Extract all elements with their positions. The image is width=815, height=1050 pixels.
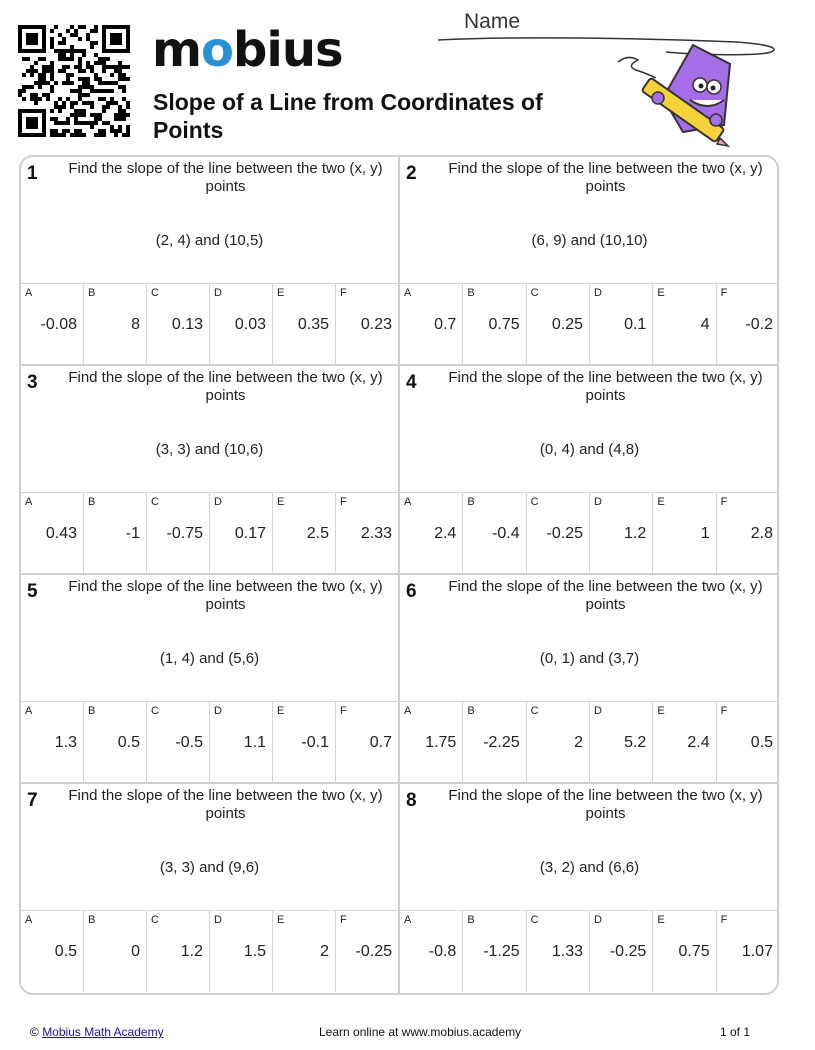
option-value: 1.2 (180, 943, 203, 960)
answer-option[interactable] (653, 493, 716, 574)
option-value: 2.4 (434, 525, 457, 542)
option-value: 2.4 (687, 734, 710, 751)
problem-card (21, 784, 400, 993)
answer-option[interactable] (147, 284, 210, 365)
option-value: -0.25 (609, 943, 647, 960)
problem-number: 7 (27, 790, 38, 811)
worksheet-grid (19, 155, 779, 995)
problem-number: 8 (406, 790, 417, 811)
problem-prompt: Find the slope of the line between the two (x, y) points (448, 160, 763, 195)
answer-option[interactable] (400, 911, 463, 992)
option-letter: E (657, 914, 665, 926)
answer-option[interactable] (527, 284, 590, 365)
option-value: -0.5 (175, 734, 203, 751)
option-value: 0.75 (678, 943, 710, 960)
answer-option[interactable] (273, 493, 336, 574)
option-letter: D (214, 914, 222, 926)
option-letter: F (720, 287, 728, 299)
option-letter: B (467, 287, 475, 299)
option-value: 0.17 (234, 525, 266, 542)
answer-option[interactable] (590, 702, 653, 783)
option-value: 8 (131, 316, 140, 333)
option-value: -0.4 (492, 525, 520, 542)
option-value: 1.2 (624, 525, 647, 542)
copyright-symbol: © (30, 1025, 39, 1039)
option-letter: A (404, 914, 412, 926)
answer-option[interactable] (717, 702, 779, 783)
option-letter: B (467, 914, 475, 926)
answer-option[interactable] (84, 284, 147, 365)
option-value: 0.35 (297, 316, 329, 333)
answer-option[interactable] (336, 493, 398, 574)
option-letter: D (593, 705, 602, 717)
answer-options (21, 492, 398, 574)
answer-option[interactable] (210, 702, 273, 783)
problem-number: 4 (406, 372, 417, 393)
option-letter: A (25, 496, 33, 508)
answer-option[interactable] (463, 493, 526, 574)
problem-card (400, 784, 779, 993)
option-value: -0.25 (355, 943, 392, 960)
answer-option[interactable] (21, 493, 84, 574)
option-value: 1.5 (243, 943, 266, 960)
problem-card (21, 575, 400, 784)
option-value: -0.25 (546, 525, 583, 542)
problem-prompt: Find the slope of the line between the two (x, y) points (68, 369, 383, 404)
option-value: 0.43 (45, 525, 77, 542)
footer-learn-online: Learn online at www.mobius.academy (319, 1025, 522, 1039)
option-letter: E (657, 496, 665, 508)
answer-options (400, 492, 779, 574)
option-letter: F (340, 496, 347, 508)
mascot-icon (608, 40, 758, 155)
answer-option[interactable] (84, 702, 147, 783)
option-letter: A (25, 705, 33, 717)
option-value: 0.5 (117, 734, 140, 751)
answer-option[interactable] (717, 284, 779, 365)
option-value: 5.2 (624, 734, 647, 751)
academy-link[interactable]: Mobius Math Academy (42, 1025, 164, 1039)
answer-options (400, 910, 779, 992)
answer-option[interactable] (717, 911, 779, 992)
answer-option[interactable] (147, 911, 210, 992)
problem-prompt: Find the slope of the line between the two (x, y) points (448, 787, 763, 822)
answer-option[interactable] (463, 284, 526, 365)
answer-option[interactable] (21, 702, 84, 783)
answer-option[interactable] (210, 911, 273, 992)
problem-points: (3, 2) and (6,6) (539, 859, 640, 876)
problem-points: (0, 1) and (3,7) (539, 650, 640, 667)
option-letter: B (88, 914, 96, 926)
problem-number: 6 (406, 581, 417, 602)
answer-options (400, 701, 779, 783)
qr-code-icon (18, 25, 130, 137)
problem-prompt: Find the slope of the line between the two (x, y) points (448, 578, 763, 613)
option-letter: E (277, 705, 285, 717)
option-value: -0.75 (166, 525, 203, 542)
problem-card (21, 366, 400, 575)
option-letter: F (340, 287, 347, 299)
option-value: 0.7 (369, 734, 392, 751)
option-letter: C (530, 496, 539, 508)
problem-points: (3, 3) and (9,6) (159, 859, 260, 876)
answer-option[interactable] (336, 702, 398, 783)
option-letter: C (151, 287, 159, 299)
answer-option[interactable] (717, 493, 779, 574)
problem-points: (0, 4) and (4,8) (539, 441, 640, 458)
option-value: -1 (125, 525, 140, 542)
option-letter: F (720, 496, 728, 508)
answer-option[interactable] (463, 702, 526, 783)
option-value: 2 (320, 943, 329, 960)
option-value: 1.75 (425, 734, 457, 751)
option-letter: F (720, 914, 728, 926)
answer-option[interactable] (590, 284, 653, 365)
option-letter: A (25, 914, 33, 926)
option-letter: A (25, 287, 33, 299)
problem-prompt: Find the slope of the line between the two (x, y) points (448, 369, 763, 404)
problem-prompt: Find the slope of the line between the two (x, y) points (68, 578, 383, 613)
option-letter: D (593, 496, 602, 508)
answer-option[interactable] (653, 284, 716, 365)
answer-option[interactable] (590, 493, 653, 574)
option-value: 2.8 (750, 525, 773, 542)
option-letter: C (151, 914, 159, 926)
option-letter: E (277, 287, 285, 299)
answer-option[interactable] (653, 911, 716, 992)
page-title: Slope of a Line from Coordinates of Points (153, 89, 543, 143)
problem-number: 5 (27, 581, 38, 602)
option-letter: E (657, 287, 665, 299)
answer-option[interactable] (210, 284, 273, 365)
option-letter: C (151, 705, 159, 717)
answer-options (21, 910, 398, 992)
answer-option[interactable] (336, 911, 398, 992)
option-letter: D (593, 914, 602, 926)
option-letter: F (340, 914, 347, 926)
option-letter: D (214, 705, 222, 717)
name-label: Name (464, 10, 521, 33)
option-letter: F (720, 705, 728, 717)
answer-option[interactable] (273, 911, 336, 992)
option-letter: A (404, 287, 412, 299)
problem-points: (2, 4) and (10,5) (155, 232, 264, 249)
option-value: -0.08 (40, 316, 77, 333)
problem-card (400, 575, 779, 784)
option-letter: C (530, 705, 539, 717)
answer-option[interactable] (210, 493, 273, 574)
option-letter: D (593, 287, 602, 299)
option-value: 0.13 (171, 316, 203, 333)
page-indicator: 1 of 1 (720, 1025, 751, 1039)
option-value: 0.5 (750, 734, 773, 751)
answer-option[interactable] (463, 911, 526, 992)
answer-option[interactable] (84, 911, 147, 992)
answer-options (21, 701, 398, 783)
option-value: -0.2 (745, 316, 773, 333)
problem-card (21, 157, 400, 366)
footer-copyright (30, 1025, 164, 1039)
answer-option[interactable] (527, 702, 590, 783)
option-value: 0.25 (551, 316, 583, 333)
logo-text: mobius (152, 22, 343, 78)
option-value: 0.7 (434, 316, 457, 333)
answer-option[interactable] (527, 493, 590, 574)
option-letter: A (404, 705, 412, 717)
option-letter: E (277, 914, 285, 926)
option-value: 4 (700, 316, 710, 333)
answer-option[interactable] (147, 493, 210, 574)
option-letter: B (88, 287, 96, 299)
option-letter: E (657, 705, 665, 717)
answer-option[interactable] (336, 284, 398, 365)
problem-points: (1, 4) and (5,6) (159, 650, 260, 667)
answer-option[interactable] (273, 284, 336, 365)
option-value: -0.8 (428, 943, 457, 960)
answer-option[interactable] (84, 493, 147, 574)
option-value: 1.1 (243, 734, 266, 751)
problem-prompt: Find the slope of the line between the two (x, y) points (68, 787, 383, 822)
answer-option[interactable] (590, 911, 653, 992)
option-letter: C (151, 496, 159, 508)
problem-number: 3 (27, 372, 38, 393)
option-letter: C (530, 287, 539, 299)
option-letter: B (88, 705, 96, 717)
problem-points: (6, 9) and (10,10) (531, 232, 648, 249)
answer-option[interactable] (400, 702, 463, 783)
option-value: 0.5 (54, 943, 77, 960)
option-value: 1 (700, 525, 710, 542)
problem-points: (3, 3) and (10,6) (155, 441, 264, 458)
option-letter: D (214, 496, 222, 508)
option-value: -2.25 (483, 734, 520, 751)
option-value: 1.07 (741, 943, 773, 960)
answer-option[interactable] (21, 284, 84, 365)
problem-card (400, 366, 779, 575)
option-value: 1.33 (551, 943, 583, 960)
option-value: 0 (131, 943, 140, 960)
option-value: 2.33 (360, 525, 392, 542)
answer-option[interactable] (147, 702, 210, 783)
option-letter: C (530, 914, 539, 926)
answer-options (400, 283, 779, 365)
problem-prompt: Find the slope of the line between the two (x, y) points (68, 160, 383, 195)
option-value: 0.23 (360, 316, 392, 333)
option-letter: D (214, 287, 222, 299)
mobius-logo (152, 22, 343, 78)
answer-option[interactable] (273, 702, 336, 783)
option-letter: B (467, 496, 475, 508)
option-value: 0.75 (488, 316, 520, 333)
answer-option[interactable] (653, 702, 716, 783)
option-value: 0.03 (234, 316, 266, 333)
answer-option[interactable] (527, 911, 590, 992)
option-letter: A (404, 496, 412, 508)
option-value: 0.1 (624, 316, 647, 333)
answer-option[interactable] (21, 911, 84, 992)
option-letter: F (340, 705, 347, 717)
problem-number: 1 (27, 163, 38, 184)
answer-options (21, 283, 398, 365)
problem-number: 2 (406, 163, 417, 184)
option-letter: E (277, 496, 285, 508)
option-value: -1.25 (483, 943, 520, 960)
option-value: 2 (574, 734, 583, 751)
option-letter: B (467, 705, 475, 717)
option-value: 1.3 (54, 734, 77, 751)
problem-card (400, 157, 779, 366)
answer-option[interactable] (400, 284, 463, 365)
option-letter: B (88, 496, 96, 508)
answer-option[interactable] (400, 493, 463, 574)
option-value: 2.5 (306, 525, 329, 542)
option-value: -0.1 (301, 734, 329, 751)
